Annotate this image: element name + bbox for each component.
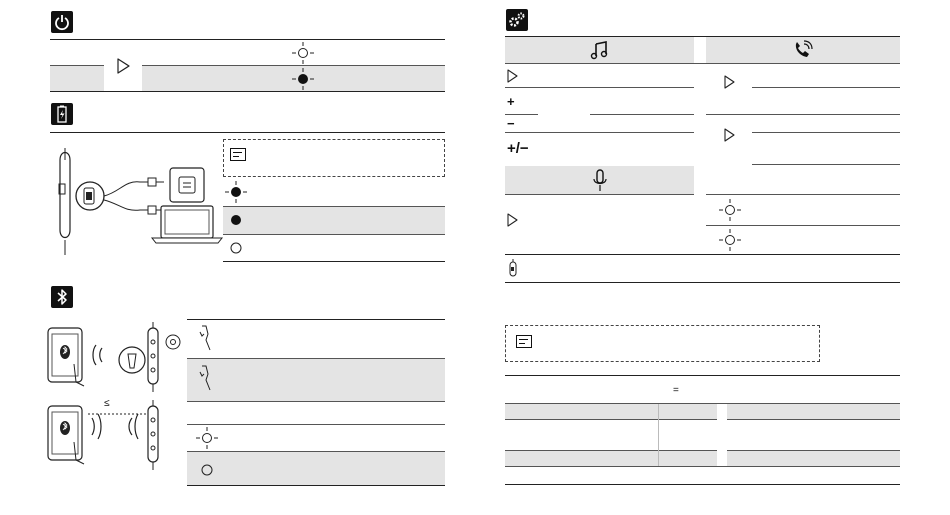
led-blink-icon [719, 199, 741, 221]
table-row-shade-2 [505, 451, 717, 466]
power-rule-bottom [50, 91, 445, 92]
distance-mark: ≤ [104, 398, 110, 409]
settings-rule-header [505, 63, 900, 64]
table-rule-3 [505, 450, 717, 451]
bt-rule-bottom [187, 485, 445, 486]
led-blink-icon [292, 42, 314, 64]
battery-charging-icon [51, 103, 73, 125]
charging-illustration [40, 140, 240, 270]
call-rule-6 [706, 225, 900, 226]
settings-rule-5 [505, 254, 900, 255]
plus-minus-symbol: +/− [507, 140, 529, 157]
table-row-shade-1b [727, 404, 900, 419]
table-rule-2 [505, 419, 717, 420]
minus-symbol: − [507, 116, 515, 131]
table-rule-top [505, 375, 900, 376]
table-rule-2b [727, 419, 900, 420]
table-row-shade-2b [727, 451, 900, 466]
power-rule-mid [142, 65, 445, 66]
phone-call-icon [792, 40, 814, 60]
charge-row-shade [223, 207, 445, 234]
charge-rule-2 [223, 234, 445, 235]
bt-row-shade-2 [187, 452, 445, 485]
table-col-divider [658, 404, 659, 466]
power-icon [51, 11, 73, 33]
table-rule-bottom [505, 484, 900, 485]
microphone-icon [592, 169, 608, 193]
bt-rule-3 [187, 424, 445, 425]
play-icon [507, 69, 519, 83]
settings-note-box [505, 325, 820, 362]
play-icon [724, 75, 736, 89]
charge-rule-top [50, 132, 445, 133]
music-note-icon [590, 40, 610, 60]
charge-rule-bottom [223, 261, 445, 262]
led-blink-icon [719, 229, 741, 251]
led-blink-icon [225, 181, 247, 203]
power-rule-top [50, 39, 445, 40]
finger-press-icon [196, 324, 216, 352]
note-icon [230, 148, 246, 161]
call-rule-5 [706, 194, 900, 195]
bt-rule-2 [187, 401, 445, 402]
earphone-remote-icon [507, 259, 519, 279]
music-rule-1 [505, 87, 694, 88]
led-solid-icon [229, 213, 243, 227]
play-icon [724, 128, 736, 142]
equal-mark: = [673, 385, 679, 396]
bluetooth-icon [51, 286, 73, 308]
table-rule-1 [505, 403, 900, 404]
table-rule-4 [505, 466, 900, 467]
music-rule-3 [505, 194, 694, 195]
charge-note-box [223, 139, 445, 177]
finger-press-hold-icon [196, 364, 216, 392]
led-off-icon [229, 241, 243, 255]
note-icon [516, 335, 532, 348]
call-rule-2 [706, 114, 900, 115]
led-solid-blink-icon [292, 68, 314, 90]
play-icon [507, 213, 519, 227]
led-blink-icon [196, 427, 218, 449]
gears-icon [506, 9, 528, 31]
power-rule-mid-left [50, 65, 104, 66]
led-off-icon [200, 463, 214, 477]
music-rule-plus-right [590, 114, 694, 115]
power-row-shade-left [50, 66, 104, 91]
bt-rule-top [187, 319, 445, 320]
music-rule-plus [505, 114, 538, 115]
call-rule-4 [752, 164, 900, 165]
call-rule-1 [752, 87, 900, 88]
settings-rule-bottom [505, 282, 900, 283]
play-icon [117, 58, 131, 74]
music-rule-2 [505, 132, 694, 133]
bluetooth-pairing-illustration [40, 320, 185, 480]
table-row-shade-1 [505, 404, 717, 419]
table-rule-3b [727, 450, 900, 451]
call-rule-3 [752, 132, 900, 133]
bt-row-shade-1 [187, 359, 445, 401]
plus-symbol: + [507, 94, 515, 109]
